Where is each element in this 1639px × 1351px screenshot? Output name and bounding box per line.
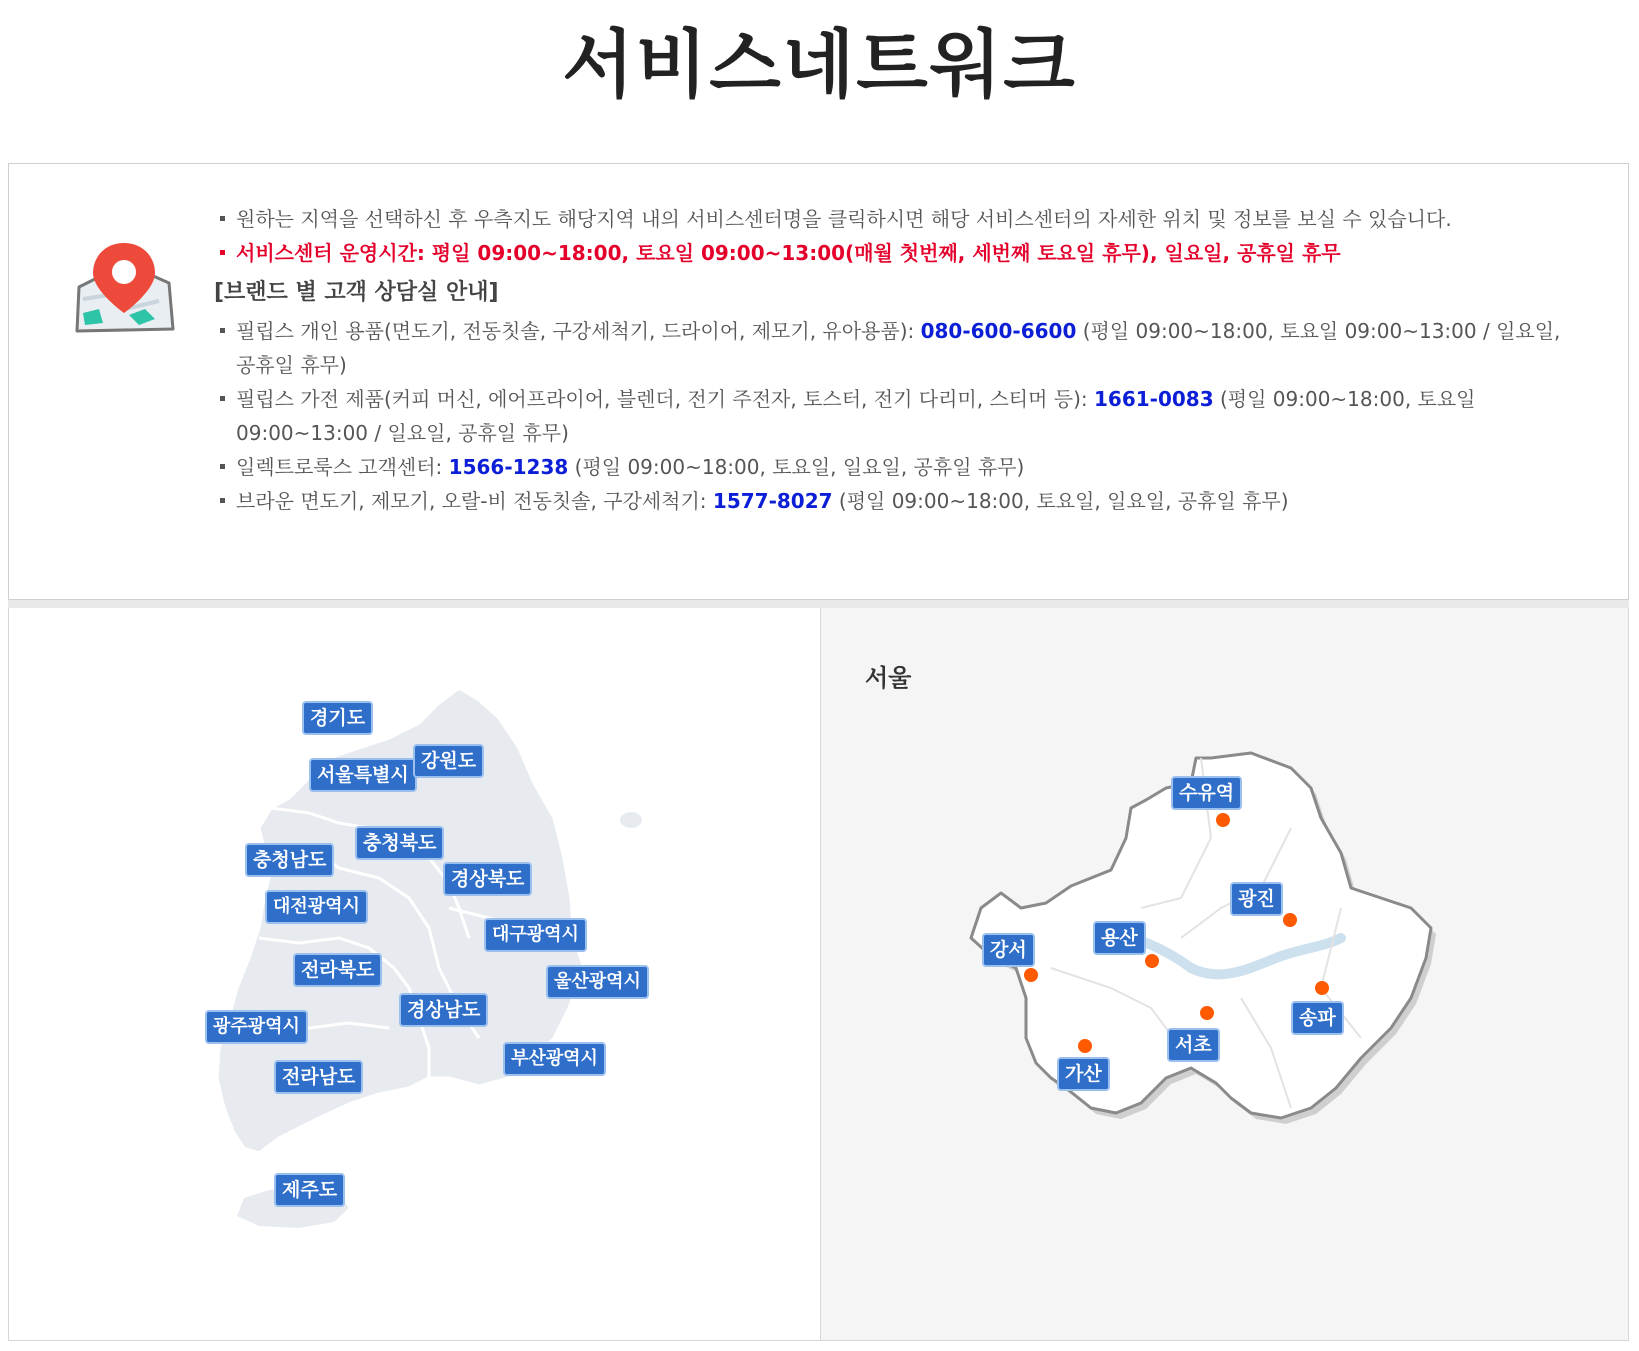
region-daegu[interactable]: 대구광역시 [484, 918, 587, 952]
map-pin-icon [69, 239, 179, 339]
region-chungbuk[interactable]: 충청북도 [355, 826, 444, 860]
seoul-map [821, 608, 1630, 1341]
region-title: 서울 [865, 664, 912, 692]
info-box [8, 163, 1629, 600]
region-seoul[interactable]: 서울특별시 [309, 758, 417, 792]
korea-map [9, 608, 821, 1341]
region-busan[interactable]: 부산광역시 [503, 1042, 606, 1076]
region-gyeongbuk[interactable]: 경상북도 [443, 862, 532, 896]
brand-item: 필립스 가전 제품(커피 머신, 에어프라이어, 블렌더, 전기 주전자, 토스터, 전기 다리미, 스티머 등): 1661-0083 (평일 09:00~18:00, 토요일 09:00~13:00 / 일요일, 공휴일 휴무) [214, 382, 1564, 450]
center-gangseo[interactable]: 강서 [982, 933, 1035, 967]
phone-number: 1566-1238 [448, 455, 569, 479]
seoul-map-panel [820, 608, 1629, 1341]
center-yongsan[interactable]: 용산 [1093, 921, 1146, 955]
region-chungnam[interactable]: 충청남도 [245, 843, 334, 877]
hours-notice: 서비스센터 운영시간: 평일 09:00~18:00, 토요일 09:00~13:00(매월 첫번째, 세번째 토요일 휴무), 일요일, 공휴일 휴무 [214, 236, 1564, 270]
phone-number: 080-600-6600 [920, 319, 1077, 343]
region-gangwon[interactable]: 강원도 [413, 744, 484, 778]
info-guide-text: 원하는 지역을 선택하신 후 우측지도 해당지역 내의 서비스센터명을 클릭하시면 해당 서비스센터의 자세한 위치 및 정보를 보실 수 있습니다. [214, 202, 1564, 236]
region-jeju[interactable]: 제주도 [274, 1173, 345, 1207]
region-jeonbuk[interactable]: 전라북도 [293, 953, 382, 987]
region-gyeongnam[interactable]: 경상남도 [399, 993, 488, 1027]
region-daejeon[interactable]: 대전광역시 [265, 890, 368, 924]
region-ulsan[interactable]: 울산광역시 [546, 965, 649, 999]
brand-title: [브랜드 별 고객 상담실 안내] [214, 280, 499, 305]
phone-number: 1661-0083 [1093, 387, 1214, 411]
center-gwangjin[interactable]: 광진 [1230, 882, 1283, 916]
brand-item: 필립스 개인 용품(면도기, 전동칫솔, 구강세척기, 드라이어, 제모기, 유아용품): 080-600-6600 (평일 09:00~18:00, 토요일 09:00~13:00 / 일요일, 공휴일 휴무) [214, 314, 1564, 382]
phone-number: 1577-8027 [712, 489, 833, 513]
brand-item: 브라운 면도기, 제모기, 오랄-비 전동칫솔, 구강세척기: 1577-8027 (평일 09:00~18:00, 토요일, 일요일, 공휴일 휴무) [214, 484, 1564, 518]
korea-map-panel [8, 608, 820, 1341]
center-suyu[interactable]: 수유역 [1171, 776, 1242, 810]
region-gwangju[interactable]: 광주광역시 [205, 1010, 308, 1044]
section-divider [8, 600, 1629, 608]
region-jeonnam[interactable]: 전라남도 [274, 1060, 363, 1094]
region-gyeonggi[interactable]: 경기도 [302, 701, 373, 735]
brand-item: 일렉트로룩스 고객센터: 1566-1238 (평일 09:00~18:00, 토요일, 일요일, 공휴일 휴무) [214, 450, 1564, 484]
page-title: 서비스네트워크 [562, 22, 1077, 108]
center-gasan[interactable]: 가산 [1057, 1057, 1110, 1091]
center-seocho[interactable]: 서초 [1167, 1028, 1220, 1062]
center-songpa[interactable]: 송파 [1291, 1001, 1344, 1035]
